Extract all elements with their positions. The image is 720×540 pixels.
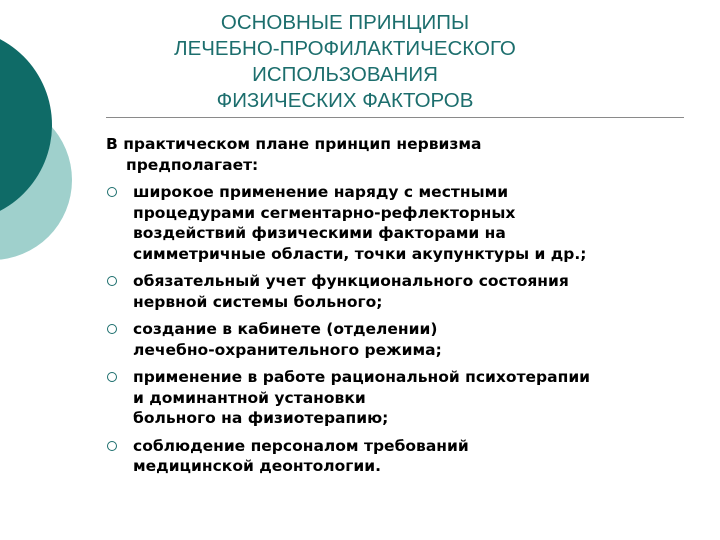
intro-line: В практическом плане принцип нервизма — [106, 135, 482, 153]
bullet-line: применение в работе рациональной психотерапии — [133, 368, 591, 386]
title-line: ЛЕЧЕБНО-ПРОФИЛАКТИЧЕСКОГО — [174, 37, 516, 60]
hollow-circle-bullet-icon — [107, 372, 117, 382]
list-item — [106, 367, 706, 429]
bullet-line: создание в кабинете (отделении) — [133, 320, 438, 338]
hollow-circle-bullet-icon — [107, 441, 117, 451]
slide-body — [106, 134, 706, 484]
hollow-circle-bullet-icon — [107, 276, 117, 286]
bullet-line: нервной системы больного; — [133, 292, 383, 311]
title-divider — [106, 117, 684, 118]
bullet-line: широкое применение наряду с местными — [133, 183, 509, 201]
hollow-circle-bullet-icon — [107, 324, 117, 334]
intro-line: предполагает: — [126, 155, 259, 174]
list-item — [106, 436, 706, 477]
list-item — [106, 319, 706, 360]
bullet-line: воздействий физическими факторами на — [133, 224, 506, 242]
title-line: ИСПОЛЬЗОВАНИЯ — [252, 63, 438, 86]
list-item — [106, 271, 706, 312]
list-item — [106, 182, 706, 264]
title-line: ОСНОВНЫЕ ПРИНЦИПЫ — [220, 11, 470, 34]
bullet-line: больного на физиотерапию; — [133, 409, 389, 427]
title-line: ФИЗИЧЕСКИХ ФАКТОРОВ — [216, 89, 474, 112]
decorative-circles — [0, 0, 120, 300]
bullet-list — [106, 182, 706, 477]
hollow-circle-bullet-icon — [107, 187, 117, 197]
slide-title — [150, 10, 540, 114]
bullet-line: медицинской деонтологии. — [133, 457, 381, 475]
bullet-line: лечебно-охранительного режима; — [133, 340, 442, 359]
bullet-line: и доминантной установки — [133, 388, 366, 407]
intro-paragraph — [106, 134, 706, 175]
bullet-line: симметричные области, точки акупунктуры и др.; — [133, 244, 587, 263]
bullet-line: соблюдение персоналом требований — [133, 436, 469, 455]
bullet-line: процедурами сегментарно-рефлекторных — [133, 203, 516, 222]
bullet-line: обязательный учет функционального состояния — [133, 272, 569, 290]
